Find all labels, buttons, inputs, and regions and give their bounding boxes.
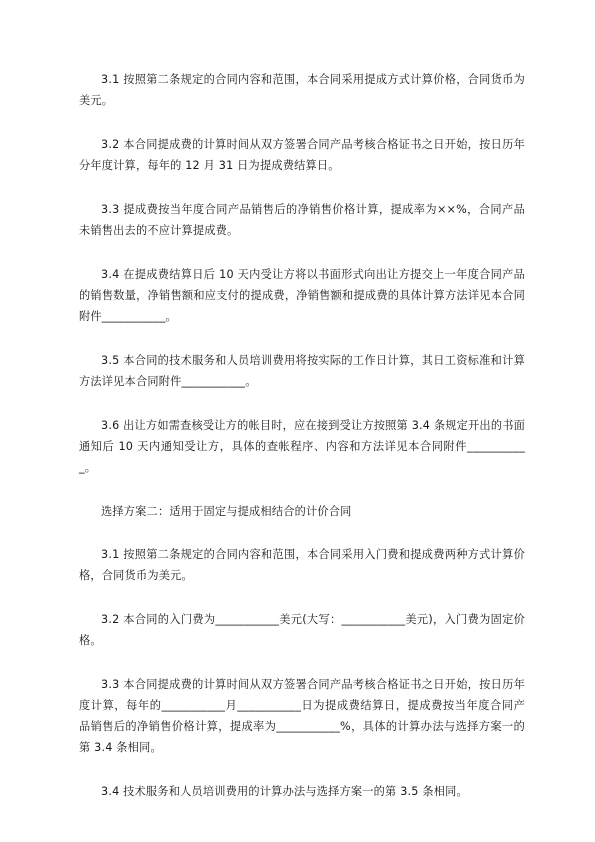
document-body: [79, 69, 525, 825]
clause-3-3-option-2: 3.3 本合同提成费的计算时间从双方签署合同产品考核合格证书之日开始，按日历年度计算，每年的___________月___________日为提成费结算日，提成费按当年度合同产品销售后的净销售价格计算，提成率为___________%，具体的计算办法与选择方案一的第 3.4 条相同。: [79, 678, 525, 754]
clause-3-4-option-1: 3.4 在提成费结算日后 10 天内受让方将以书面形式向出让方提交上一年度合同产品的销售数量，净销售额和应支付的提成费，净销售额和提成费的具体计算方法详见本合同附件___________。: [79, 268, 525, 323]
option-2-heading: 选择方案二：适用于固定与提成相结合的计价合同: [101, 505, 352, 518]
clause-3-6-option-1: 3.6 出让方如需查核受让方的帐目时，应在接到受让方按照第 3.4 条规定开出的书面通知后 10 天内通知受让方，具体的查帐程序、内容和方法详见本合同附件___________。: [79, 419, 525, 474]
clause-3-2-option-2: 3.2 本合同的入门费为___________美元(大写：___________美元)，入门费为固定价格。: [79, 613, 525, 647]
clause-3-3-option-1: 3.3 提成费按当年度合同产品销售后的净销售价格计算，提成率为××%，合同产品未销售出去的不应计算提成费。: [79, 203, 525, 237]
clause-3-1-option-2: 3.1 按照第二条规定的合同内容和范围，本合同采用入门费和提成费两种方式计算价格，合同货币为美元。: [79, 548, 525, 582]
clause-3-2-option-1: 3.2 本合同提成费的计算时间从双方签署合同产品考核合格证书之日开始，按日历年分年度计算，每年的 12 月 31 日为提成费结算日。: [79, 138, 525, 172]
clause-3-5-option-1: 3.5 本合同的技术服务和人员培训费用将按实际的工作日计算，其日工资标准和计算方法详见本合同附件___________。: [79, 354, 525, 388]
clause-3-4-option-2: 3.4 技术服务和人员培训费用的计算办法与选择方案一的第 3.5 条相同。: [101, 785, 468, 798]
clause-3-1-option-1: 3.1 按照第二条规定的合同内容和范围，本合同采用提成方式计算价格，合同货币为美元。: [79, 73, 525, 107]
